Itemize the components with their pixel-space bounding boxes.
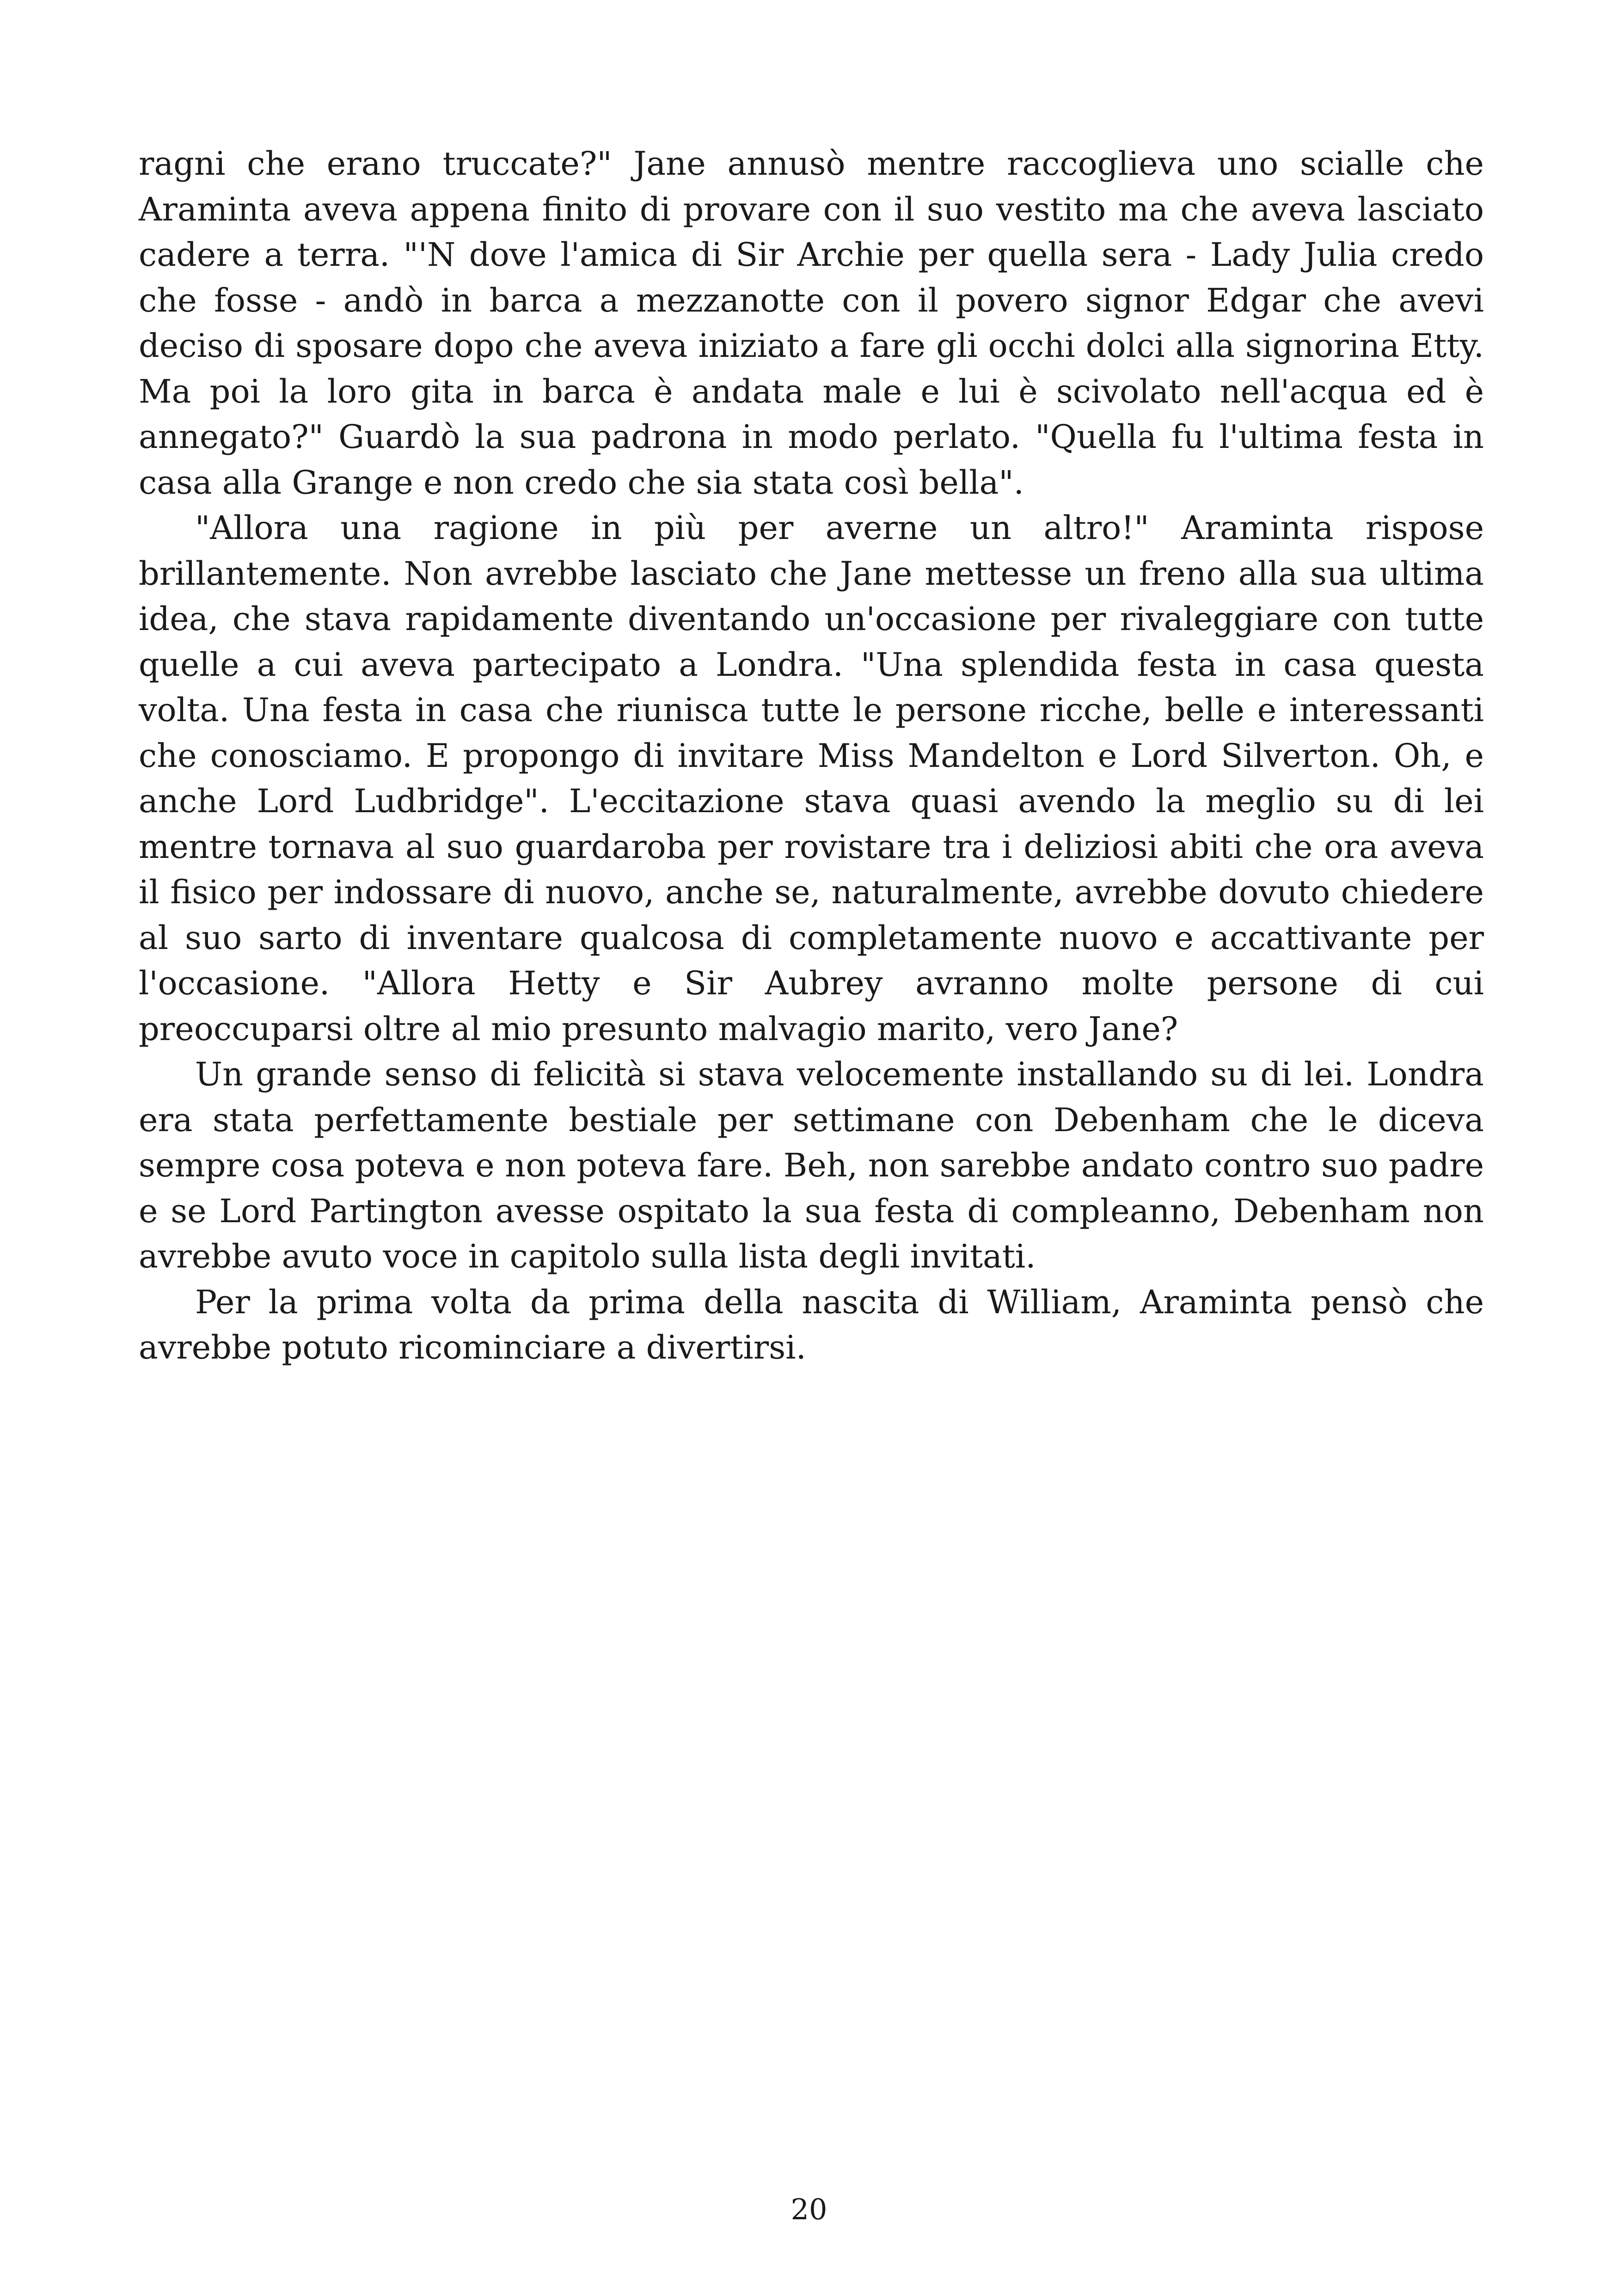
paragraph-1: ragni che erano truccate?" Jane annusò mentre raccoglieva uno scialle che Araminta aveva appena finito di provare con il suo vestito ma che aveva lasciato cadere a terra. "'N dove l'amica di Sir Archie per quella sera - Lady Julia credo che fosse - andò in barca a mezzanotte con il povero signor Edgar che avevi deciso di sposare dopo che aveva iniziato a fare gli occhi dolci alla signorina Etty. Ma poi la loro gita in barca è andata male e lui è scivolato nell'acqua ed è annegato?" Guardò la sua padrona in modo perlato. "Quella fu l'ultima festa in casa alla Grange e non credo che sia stata così bella". [139, 145, 1484, 502]
page-number: 20 [791, 2192, 827, 2226]
paragraph-3: Un grande senso di felicità si stava velocemente installando su di lei. Londra era stata perfettamente bestiale per settimane con Debenham che le diceva sempre cosa poteva e non poteva fare. Beh, non sarebbe andato contro suo padre e se Lord Partington avesse ospitato la sua festa di compleanno, Debenham non avrebbe avuto voce in capitolo sulla lista degli invitati. [139, 1055, 1484, 1275]
paragraph-4: Per la prima volta da prima della nascita di William, Araminta pensò che avrebbe potuto ricominciare a divertirsi. [139, 1283, 1484, 1366]
page-body [139, 141, 1484, 1371]
paragraph-2: "Allora una ragione in più per averne un altro!" Araminta rispose brillantemente. Non avrebbe lasciato che Jane mettesse un freno alla sua ultima idea, che stava rapidamente diventando un'occasione per rivaleggiare con tutte quelle a cui aveva partecipato a Londra. "Una splendida festa in casa questa volta. Una festa in casa che riunisca tutte le persone ricche, belle e interessanti che conosciamo. E propongo di invitare Miss Mandelton e Lord Silverton. Oh, e anche Lord Ludbridge". L'eccitazione stava quasi avendo la meglio su di lei mentre tornava al suo guardaroba per rovistare tra i deliziosi abiti che ora aveva il fisico per indossare di nuovo, anche se, naturalmente, avrebbe dovuto chiedere al suo sarto di inventare qualcosa di completamente nuovo e accattivante per l'occasione. "Allora Hetty e Sir Aubrey avranno molte persone di cui preoccuparsi oltre al mio presunto malvagio marito, vero Jane? [139, 509, 1484, 1048]
